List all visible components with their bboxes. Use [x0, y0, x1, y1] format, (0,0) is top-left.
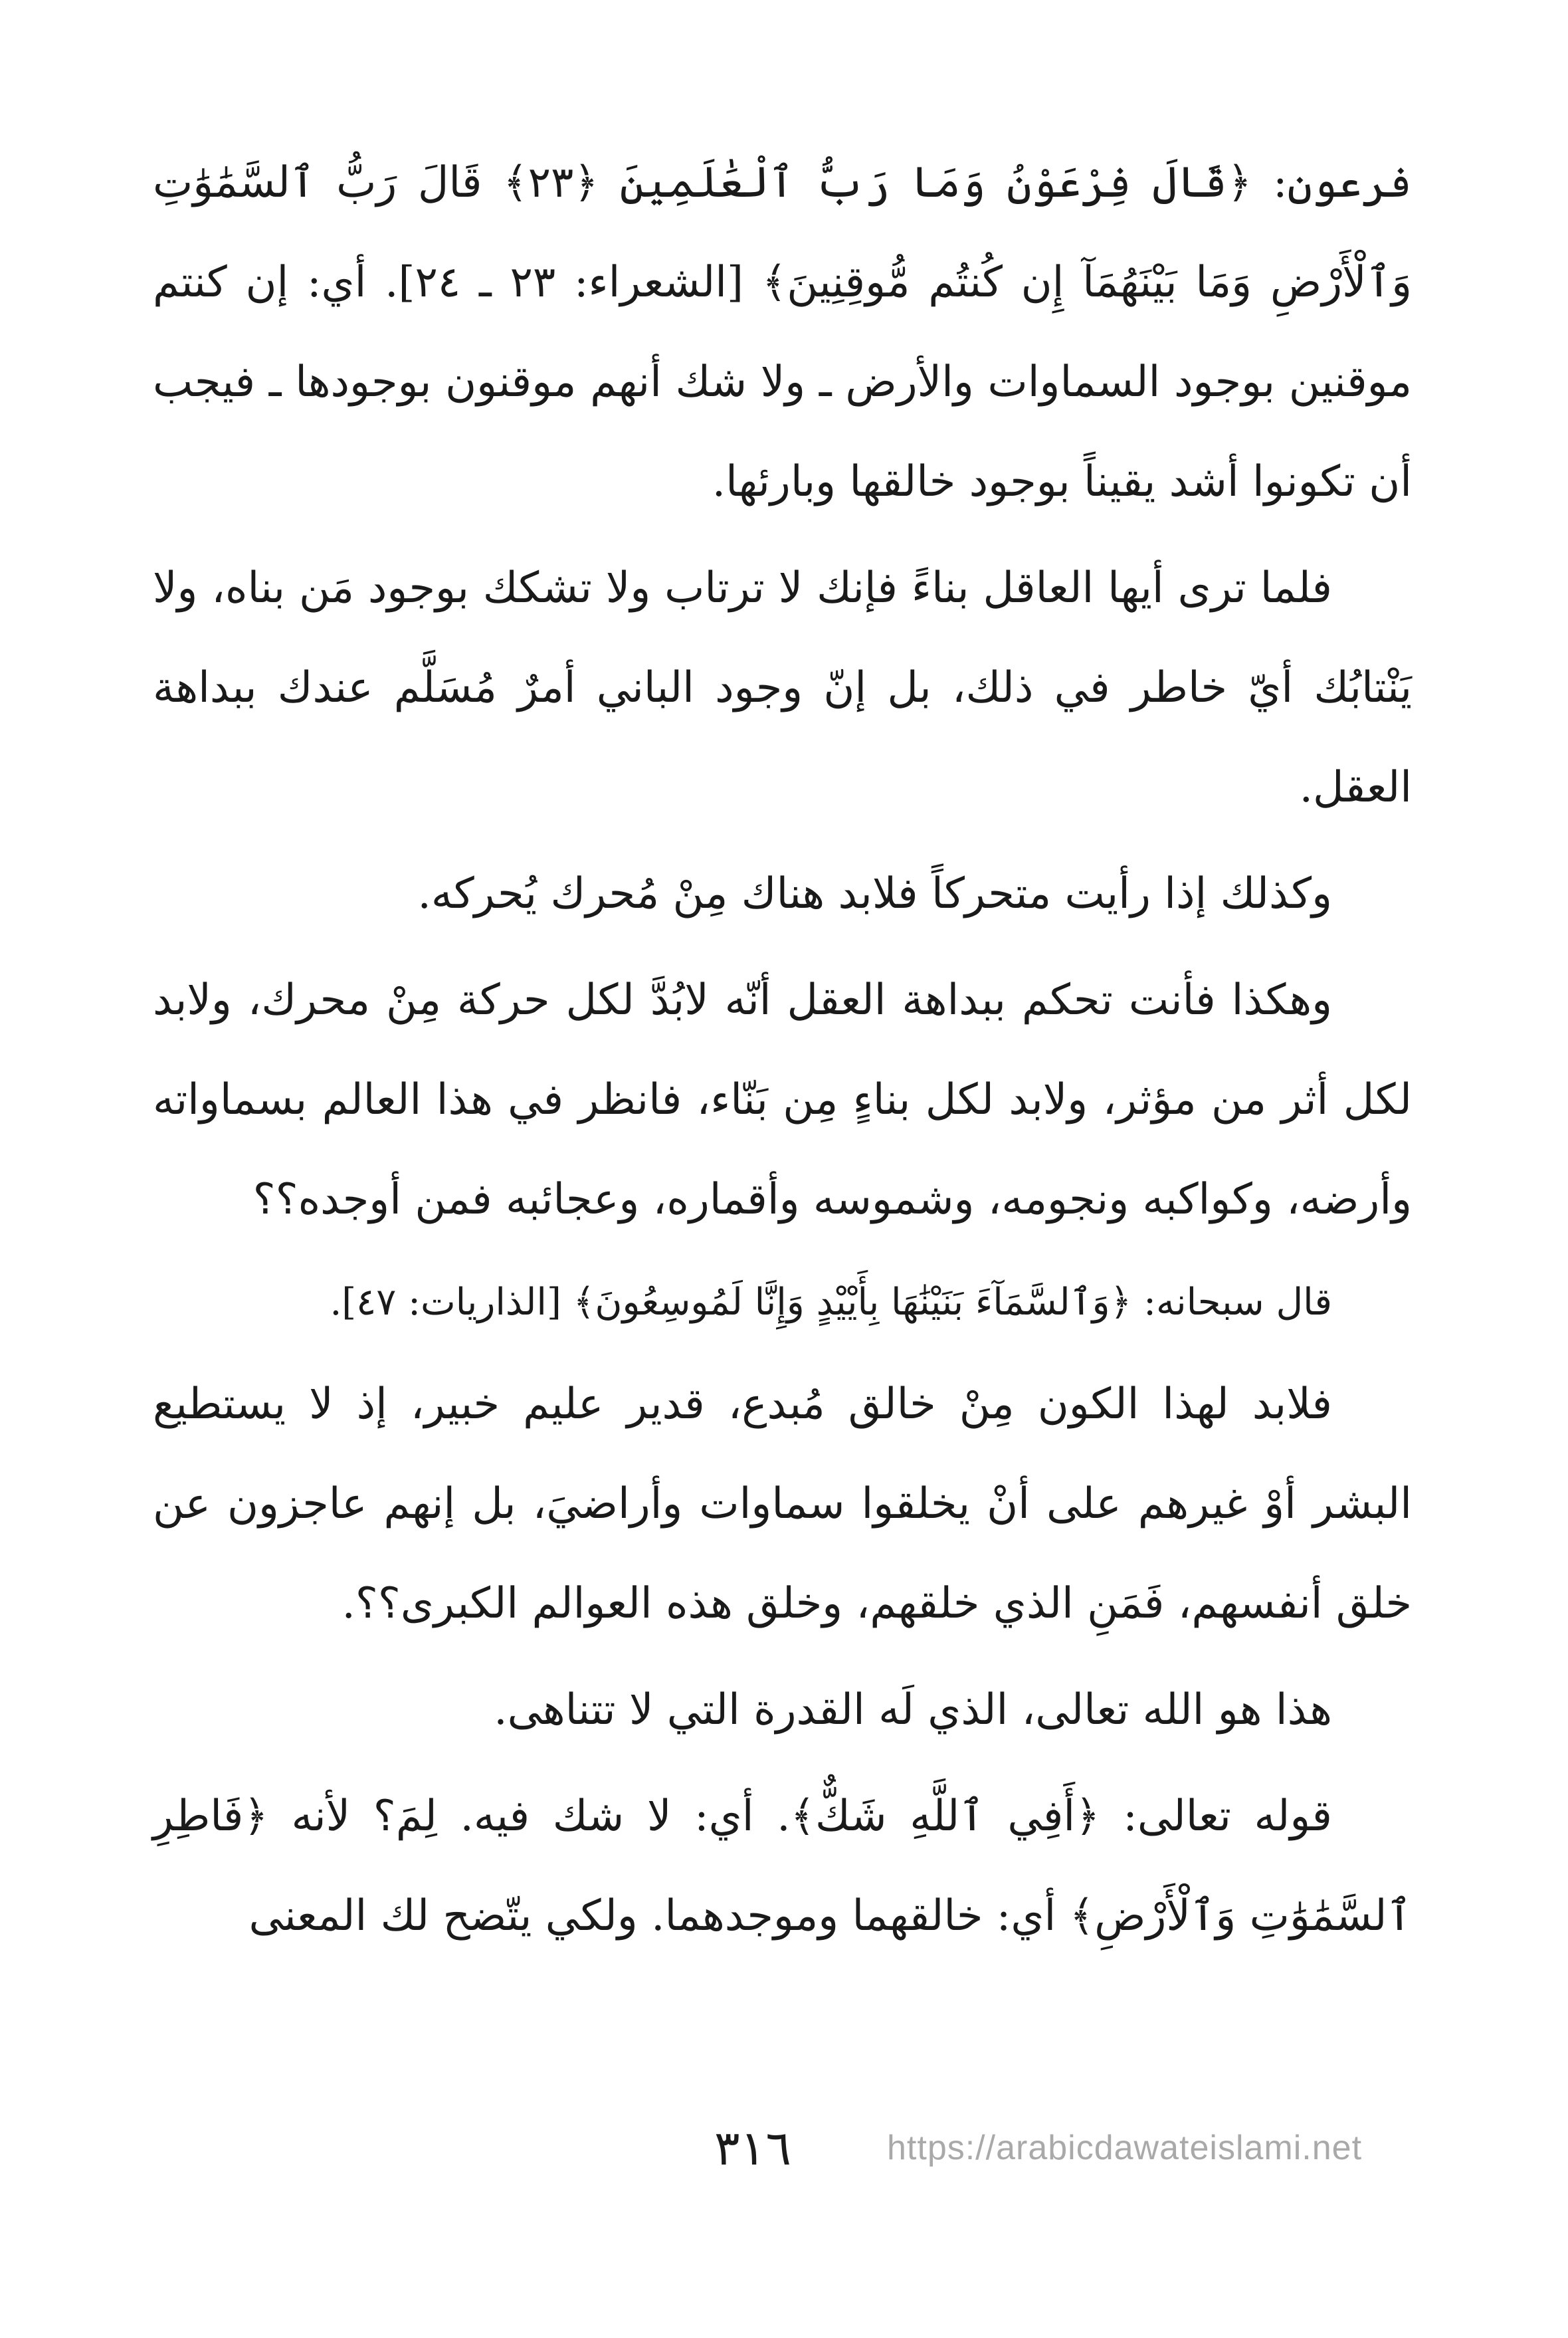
page-footer: [0, 2113, 1568, 2193]
paragraph-no-doubt-verse: قوله تعالى: ﴿أَفِي ٱللَّهِ شَكٌّ﴾. أي: لا شك فيه. لِمَ؟ لأنه ﴿فَاطِرِ ٱلسَّمَٰوَٰتِ وَٱلْأَرْضِ﴾ أي: خالقهما وموجدهما. ولكي يتّضح لك المعنى: [153, 1792, 1412, 1941]
watermark-url: https://arabicdawateislami.net: [887, 2129, 1363, 2167]
paragraph-pharaoh-quote: فرعون: ﴿قَالَ فِرْعَوْنُ وَمَا رَبُّ ٱلْعَٰلَمِينَ ﴿٢٣﴾ قَالَ رَبُّ ٱلسَّمَٰوَٰتِ وَٱلْأَرْضِ وَمَا بَيْنَهُمَآ إِن كُنتُم مُّوقِنِينَ﴾ [الشعراء: ٢٣ ـ ٢٤]. أي: إن كنتم موقنين بوجود السماوات والأرض ـ ولا شك أنهم موقنون بوجودها ـ فيجب أن تكونوا أشد يقيناً بوجود خالقها وبارئها.: [153, 158, 1413, 506]
paragraph-allah-power: هذا هو الله تعالى، الذي لَه القدرة التي لا تتناهى.: [494, 1685, 1332, 1735]
paragraph-building-analogy: فلما ترى أيها العاقل بناءً فإنك لا ترتاب ولا تشكك بوجود مَن بناه، ولا يَنْتابُك أيّ خاطر في ذلك، بل إنّ وجود الباني أمرٌ مُسَلَّم عندك ببداهة العقل.: [153, 564, 1413, 812]
paragraph-mover-analogy: وكذلك إذا رأيت متحركاً فلابد هناك مِنْ مُحرك يُحركه.: [417, 869, 1332, 918]
page-number: ٣١٦: [714, 2120, 792, 2176]
paragraph-creator-argument: فلابد لهذا الكون مِنْ خالق مُبدع، قدير عليم خبير، إذ لا يستطيع البشر أوْ غيرهم على أنْ يخلقوا سماوات وأراضيَ، بل إنهم عاجزون عن خلق أنفسهم، فَمَنِ الذي خلقهم، وخلق هذه العوالم الكبرى؟؟.: [153, 1380, 1412, 1628]
page-body: [153, 133, 1412, 1966]
paragraph-adh-dhariyat-verse: قال سبحانه: ﴿وَٱلسَّمَآءَ بَنَيْنَٰهَا بِأَيْيْدٍ وَإِنَّا لَمُوسِعُونَ﴾ [الذاريات: ٤٧].: [330, 1281, 1332, 1324]
paragraph-cause-effect: وهكذا فأنت تحكم ببداهة العقل أنّه لابُدَّ لكل حركة مِنْ محرك، ولابد لكل أثر من مؤثر، ولابد لكل بناءٍ مِن بَنّاء، فانظر في هذا العالم بسماواته وأرضه، وكواكبه ونجومه، وشموسه وأقماره، وعجائبه فمن أوجده؟؟: [153, 976, 1413, 1224]
